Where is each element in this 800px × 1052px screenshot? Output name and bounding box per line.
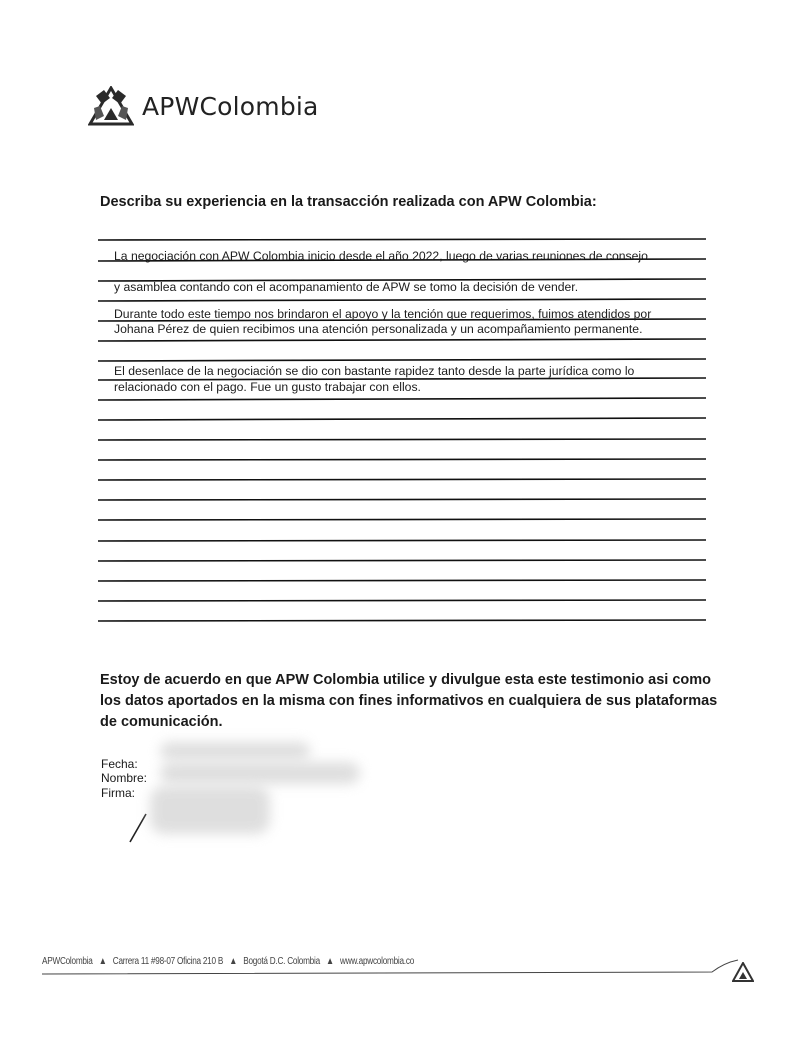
response-line-2: y asamblea contando con el acompanamiento de APW se tomo la decisión de vender. [114, 280, 579, 294]
apw-triangle-logo-icon [88, 86, 134, 126]
footer-brand: APWColombia [42, 956, 93, 967]
nombre-label: Nombre: [101, 771, 148, 785]
footer-logo-icon [732, 962, 754, 982]
redacted-fecha [160, 742, 310, 760]
fecha-label: Fecha: [101, 757, 138, 771]
response-line-4: Johana Pérez de quien recibimos una atención personalizada y un acompañamiento permanente. [114, 322, 643, 336]
footer [42, 956, 418, 967]
firma-label: Firma: [101, 786, 135, 800]
consent-statement: Estoy de acuerdo en que APW Colombia utilice y divulgue esta este testimonio asi como los datos aportados en la misma con fines informativos en cualquiera de sus plataformas de comunicación. [100, 672, 718, 730]
redacted-firma [150, 786, 270, 834]
footer-city: Bogotá D.C. Colombia [243, 956, 320, 967]
response-line-1: La negociación con APW Colombia inicio desde el año 2022, luego de varias reuniones de consejo [114, 249, 648, 263]
footer-separator: ▲ [98, 956, 107, 967]
footer-address: Carrera 11 #98-07 Oficina 210 B [112, 956, 224, 967]
response-line-6: relacionado con el pago. Fue un gusto trabajar con ellos. [114, 380, 421, 394]
apw-logo [88, 86, 319, 126]
footer-website: www.apwcolombia.co [340, 956, 415, 967]
footer-separator: ▲ [229, 956, 238, 967]
response-line-5: El desenlace de la negociación se dio con bastante rapidez tanto desde la parte jurídica como lo [114, 364, 635, 378]
redacted-nombre [160, 762, 360, 784]
response-line-3: Durante todo este tiempo nos brindaron el apoyo y la tención que requerimos, fuimos atendidos por [114, 307, 652, 321]
question-heading: Describa su experiencia en la transacción realizada con APW Colombia: [100, 194, 597, 210]
logo-text: APWColombia [142, 91, 319, 121]
footer-separator: ▲ [326, 956, 334, 967]
